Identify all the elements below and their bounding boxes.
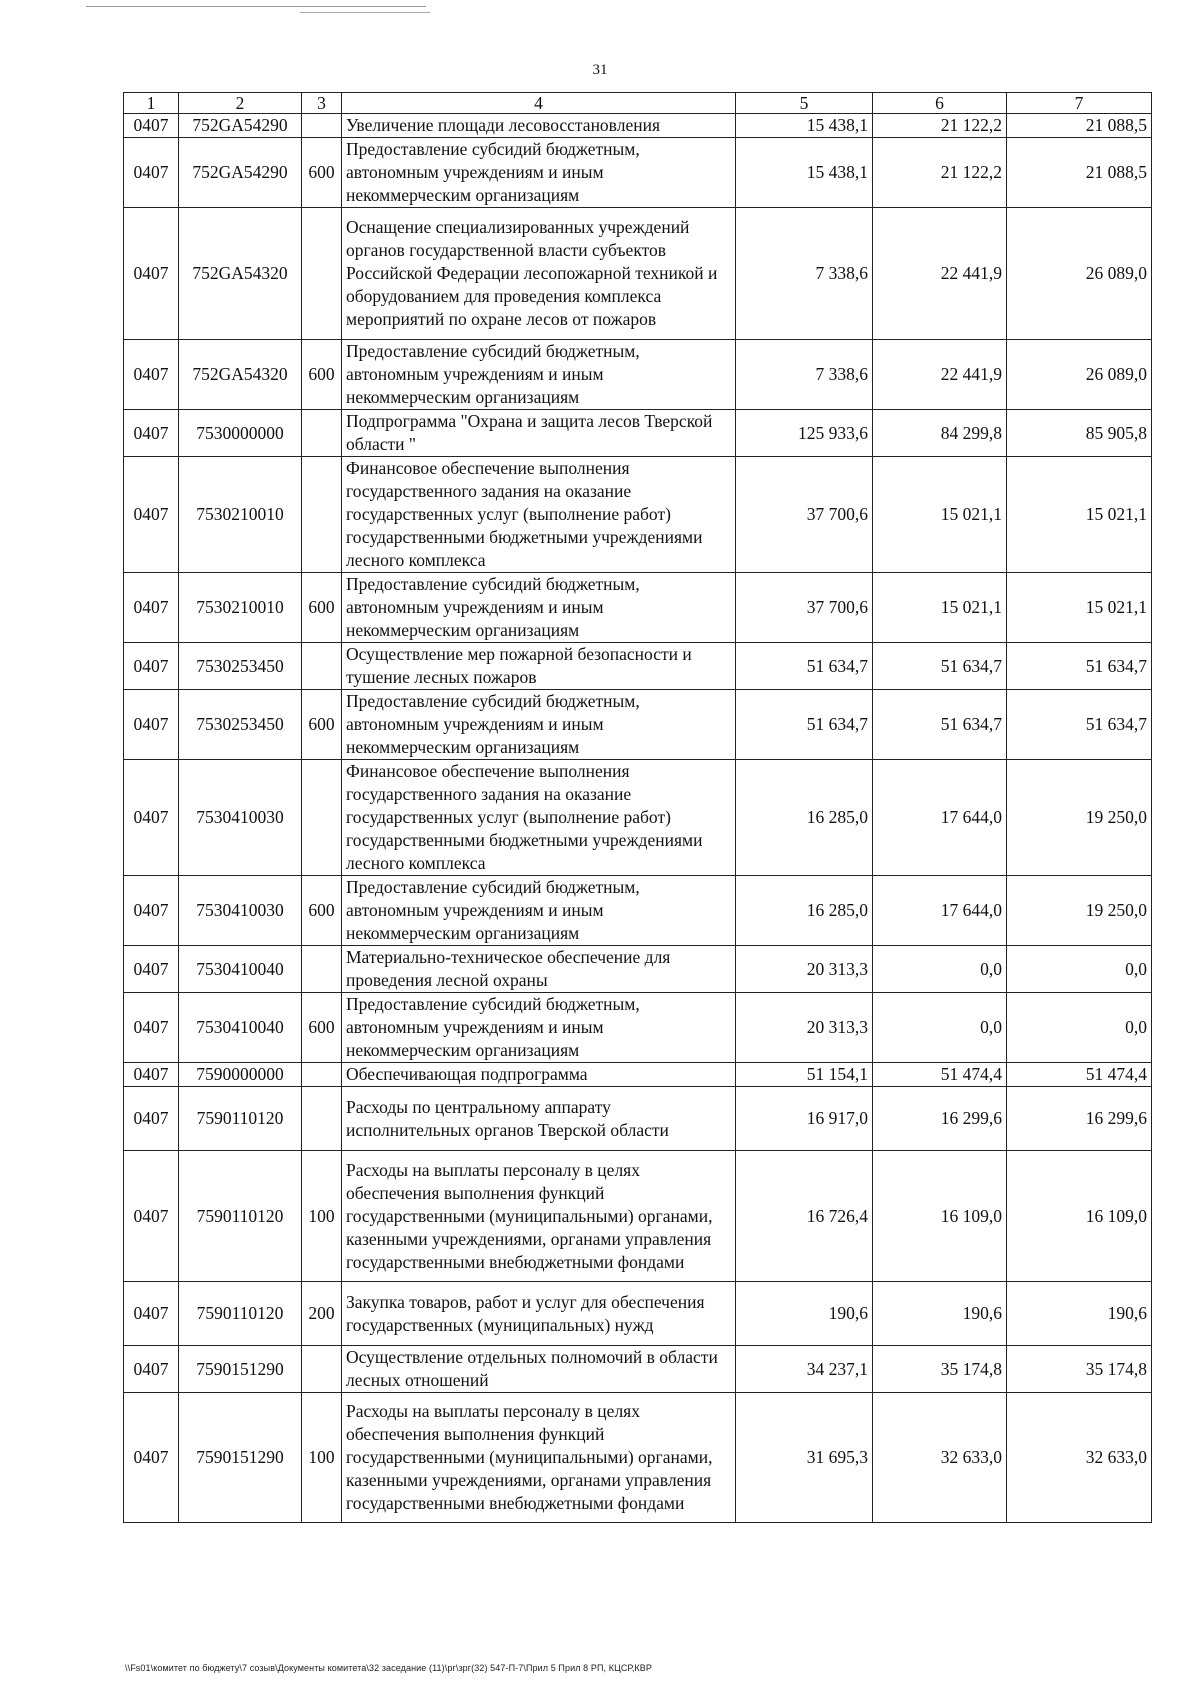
name-cell: Оснащение специализированных учреждений органов государственной власти субъектов Российской Федерации лесопожарной техникой и оборудованием для проведения комплекса мероприятий по охране лесов от пожаров [342,208,736,340]
csr-cell: 7530410040 [179,946,302,993]
table-row [124,1393,1152,1523]
vr-cell: 600 [302,573,342,643]
amount-year2-cell: 17 644,0 [873,760,1007,876]
amount-year3-cell: 16 109,0 [1007,1151,1152,1282]
section-cell: 0407 [124,690,179,760]
csr-cell: 752GA54320 [179,208,302,340]
vr-cell [302,114,342,138]
vr-cell: 600 [302,993,342,1063]
csr-cell: 7590110120 [179,1087,302,1151]
amount-year1-cell: 15 438,1 [736,138,873,208]
name-cell: Предоставление субсидий бюджетным, автономным учреждениям и иным некоммерческим организациям [342,573,736,643]
col-header-5: 5 [736,93,873,114]
table-row [124,340,1152,410]
amount-year1-cell: 20 313,3 [736,946,873,993]
amount-year2-cell: 16 299,6 [873,1087,1007,1151]
section-cell: 0407 [124,1151,179,1282]
csr-cell: 752GA54320 [179,340,302,410]
name-cell: Обеспечивающая подпрограмма [342,1063,736,1087]
section-cell: 0407 [124,138,179,208]
csr-cell: 7530000000 [179,410,302,457]
vr-cell: 200 [302,1282,342,1346]
amount-year3-cell: 19 250,0 [1007,876,1152,946]
amount-year2-cell: 0,0 [873,946,1007,993]
vr-cell [302,760,342,876]
section-cell: 0407 [124,1346,179,1393]
name-cell: Материально-техническое обеспечение для проведения лесной охраны [342,946,736,993]
csr-cell: 7530253450 [179,690,302,760]
csr-cell: 7590110120 [179,1282,302,1346]
amount-year3-cell: 16 299,6 [1007,1087,1152,1151]
section-cell: 0407 [124,1393,179,1523]
col-header-2: 2 [179,93,302,114]
vr-cell [302,457,342,573]
section-cell: 0407 [124,1282,179,1346]
section-cell: 0407 [124,114,179,138]
table-row [124,208,1152,340]
amount-year1-cell: 31 695,3 [736,1393,873,1523]
col-header-6: 6 [873,93,1007,114]
section-cell: 0407 [124,573,179,643]
scan-top-rule-2 [300,12,430,13]
amount-year3-cell: 15 021,1 [1007,573,1152,643]
name-cell: Подпрограмма "Охрана и защита лесов Тверской области " [342,410,736,457]
vr-cell: 600 [302,876,342,946]
amount-year1-cell: 20 313,3 [736,993,873,1063]
section-cell: 0407 [124,876,179,946]
table-header-row [124,93,1152,114]
name-cell: Предоставление субсидий бюджетным, автономным учреждениям и иным некоммерческим организациям [342,876,736,946]
amount-year2-cell: 15 021,1 [873,457,1007,573]
table-row [124,1282,1152,1346]
name-cell: Финансовое обеспечение выполнения государственного задания на оказание государственных услуг (выполнение работ) государственными бюджетными учреждениями лесного комплекса [342,760,736,876]
csr-cell: 7590151290 [179,1393,302,1523]
table-row [124,410,1152,457]
table-row [124,690,1152,760]
amount-year2-cell: 15 021,1 [873,573,1007,643]
amount-year1-cell: 34 237,1 [736,1346,873,1393]
vr-cell: 600 [302,690,342,760]
name-cell: Финансовое обеспечение выполнения государственного задания на оказание государственных услуг (выполнение работ) государственными бюджетными учреждениями лесного комплекса [342,457,736,573]
table-row [124,457,1152,573]
amount-year1-cell: 15 438,1 [736,114,873,138]
amount-year3-cell: 26 089,0 [1007,340,1152,410]
amount-year3-cell: 35 174,8 [1007,1346,1152,1393]
table-row [124,138,1152,208]
csr-cell: 7590110120 [179,1151,302,1282]
amount-year3-cell: 26 089,0 [1007,208,1152,340]
name-cell: Предоставление субсидий бюджетным, автономным учреждениям и иным некоммерческим организациям [342,690,736,760]
scan-top-rule [86,6,426,7]
amount-year2-cell: 51 634,7 [873,690,1007,760]
csr-cell: 7590000000 [179,1063,302,1087]
vr-cell [302,946,342,993]
section-cell: 0407 [124,643,179,690]
table-row [124,946,1152,993]
table-row [124,1087,1152,1151]
table-row [124,573,1152,643]
csr-cell: 7530253450 [179,643,302,690]
section-cell: 0407 [124,410,179,457]
section-cell: 0407 [124,993,179,1063]
table-row [124,1063,1152,1087]
vr-cell [302,1346,342,1393]
csr-cell: 7530210010 [179,573,302,643]
amount-year3-cell: 0,0 [1007,946,1152,993]
amount-year2-cell: 190,6 [873,1282,1007,1346]
vr-cell [302,643,342,690]
footer-file-path: \\Fs01\комитет по бюджету\7 созыв\Документы комитета\32 заседание (11)\рг\зрг(32) 547-П-7\Прил 5 Прил 8 РП, КЦСР,КВР [125,1663,652,1673]
amount-year3-cell: 51 634,7 [1007,690,1152,760]
name-cell: Расходы на выплаты персоналу в целях обеспечения выполнения функций государственными (муниципальными) органами, казенными учреждениями, органами управления государственными внебюджетными фондами [342,1151,736,1282]
amount-year2-cell: 17 644,0 [873,876,1007,946]
amount-year2-cell: 22 441,9 [873,208,1007,340]
vr-cell: 100 [302,1151,342,1282]
amount-year2-cell: 21 122,2 [873,138,1007,208]
amount-year1-cell: 51 634,7 [736,690,873,760]
table-row [124,643,1152,690]
amount-year3-cell: 0,0 [1007,993,1152,1063]
name-cell: Закупка товаров, работ и услуг для обеспечения государственных (муниципальных) нужд [342,1282,736,1346]
amount-year2-cell: 32 633,0 [873,1393,1007,1523]
amount-year1-cell: 51 154,1 [736,1063,873,1087]
csr-cell: 7530410030 [179,876,302,946]
table-row [124,760,1152,876]
col-header-4: 4 [342,93,736,114]
amount-year1-cell: 16 917,0 [736,1087,873,1151]
amount-year1-cell: 16 285,0 [736,876,873,946]
amount-year1-cell: 7 338,6 [736,208,873,340]
amount-year2-cell: 21 122,2 [873,114,1007,138]
table-body [124,114,1152,1523]
amount-year2-cell: 22 441,9 [873,340,1007,410]
section-cell: 0407 [124,946,179,993]
table-row [124,876,1152,946]
col-header-3: 3 [302,93,342,114]
csr-cell: 7530210010 [179,457,302,573]
section-cell: 0407 [124,1087,179,1151]
amount-year2-cell: 16 109,0 [873,1151,1007,1282]
table-row [124,993,1152,1063]
name-cell: Предоставление субсидий бюджетным, автономным учреждениям и иным некоммерческим организациям [342,138,736,208]
amount-year3-cell: 15 021,1 [1007,457,1152,573]
col-header-7: 7 [1007,93,1152,114]
amount-year3-cell: 21 088,5 [1007,138,1152,208]
amount-year3-cell: 51 474,4 [1007,1063,1152,1087]
amount-year1-cell: 37 700,6 [736,573,873,643]
table-row [124,114,1152,138]
csr-cell: 7530410040 [179,993,302,1063]
name-cell: Предоставление субсидий бюджетным, автономным учреждениям и иным некоммерческим организациям [342,340,736,410]
vr-cell: 600 [302,340,342,410]
amount-year1-cell: 16 285,0 [736,760,873,876]
section-cell: 0407 [124,208,179,340]
amount-year3-cell: 32 633,0 [1007,1393,1152,1523]
csr-cell: 7530410030 [179,760,302,876]
section-cell: 0407 [124,1063,179,1087]
name-cell: Расходы по центральному аппарату исполнительных органов Тверской области [342,1087,736,1151]
vr-cell: 600 [302,138,342,208]
amount-year2-cell: 84 299,8 [873,410,1007,457]
name-cell: Расходы на выплаты персоналу в целях обеспечения выполнения функций государственными (муниципальными) органами, казенными учреждениями, органами управления государственными внебюджетными фондами [342,1393,736,1523]
vr-cell: 100 [302,1393,342,1523]
col-header-1: 1 [124,93,179,114]
amount-year3-cell: 190,6 [1007,1282,1152,1346]
name-cell: Предоставление субсидий бюджетным, автономным учреждениям и иным некоммерческим организациям [342,993,736,1063]
vr-cell [302,1063,342,1087]
amount-year1-cell: 16 726,4 [736,1151,873,1282]
name-cell: Осуществление мер пожарной безопасности и тушение лесных пожаров [342,643,736,690]
csr-cell: 752GA54290 [179,114,302,138]
section-cell: 0407 [124,457,179,573]
section-cell: 0407 [124,340,179,410]
csr-cell: 7590151290 [179,1346,302,1393]
vr-cell [302,410,342,457]
amount-year3-cell: 85 905,8 [1007,410,1152,457]
table-row [124,1151,1152,1282]
amount-year2-cell: 0,0 [873,993,1007,1063]
budget-table [123,92,1152,1523]
amount-year3-cell: 19 250,0 [1007,760,1152,876]
table-row [124,1346,1152,1393]
vr-cell [302,208,342,340]
amount-year3-cell: 21 088,5 [1007,114,1152,138]
amount-year1-cell: 125 933,6 [736,410,873,457]
name-cell: Увеличение площади лесовосстановления [342,114,736,138]
amount-year1-cell: 37 700,6 [736,457,873,573]
amount-year2-cell: 51 634,7 [873,643,1007,690]
amount-year2-cell: 35 174,8 [873,1346,1007,1393]
page-number: 31 [592,62,608,78]
csr-cell: 752GA54290 [179,138,302,208]
amount-year1-cell: 7 338,6 [736,340,873,410]
amount-year2-cell: 51 474,4 [873,1063,1007,1087]
amount-year3-cell: 51 634,7 [1007,643,1152,690]
amount-year1-cell: 190,6 [736,1282,873,1346]
amount-year1-cell: 51 634,7 [736,643,873,690]
name-cell: Осуществление отдельных полномочий в области лесных отношений [342,1346,736,1393]
vr-cell [302,1087,342,1151]
section-cell: 0407 [124,760,179,876]
